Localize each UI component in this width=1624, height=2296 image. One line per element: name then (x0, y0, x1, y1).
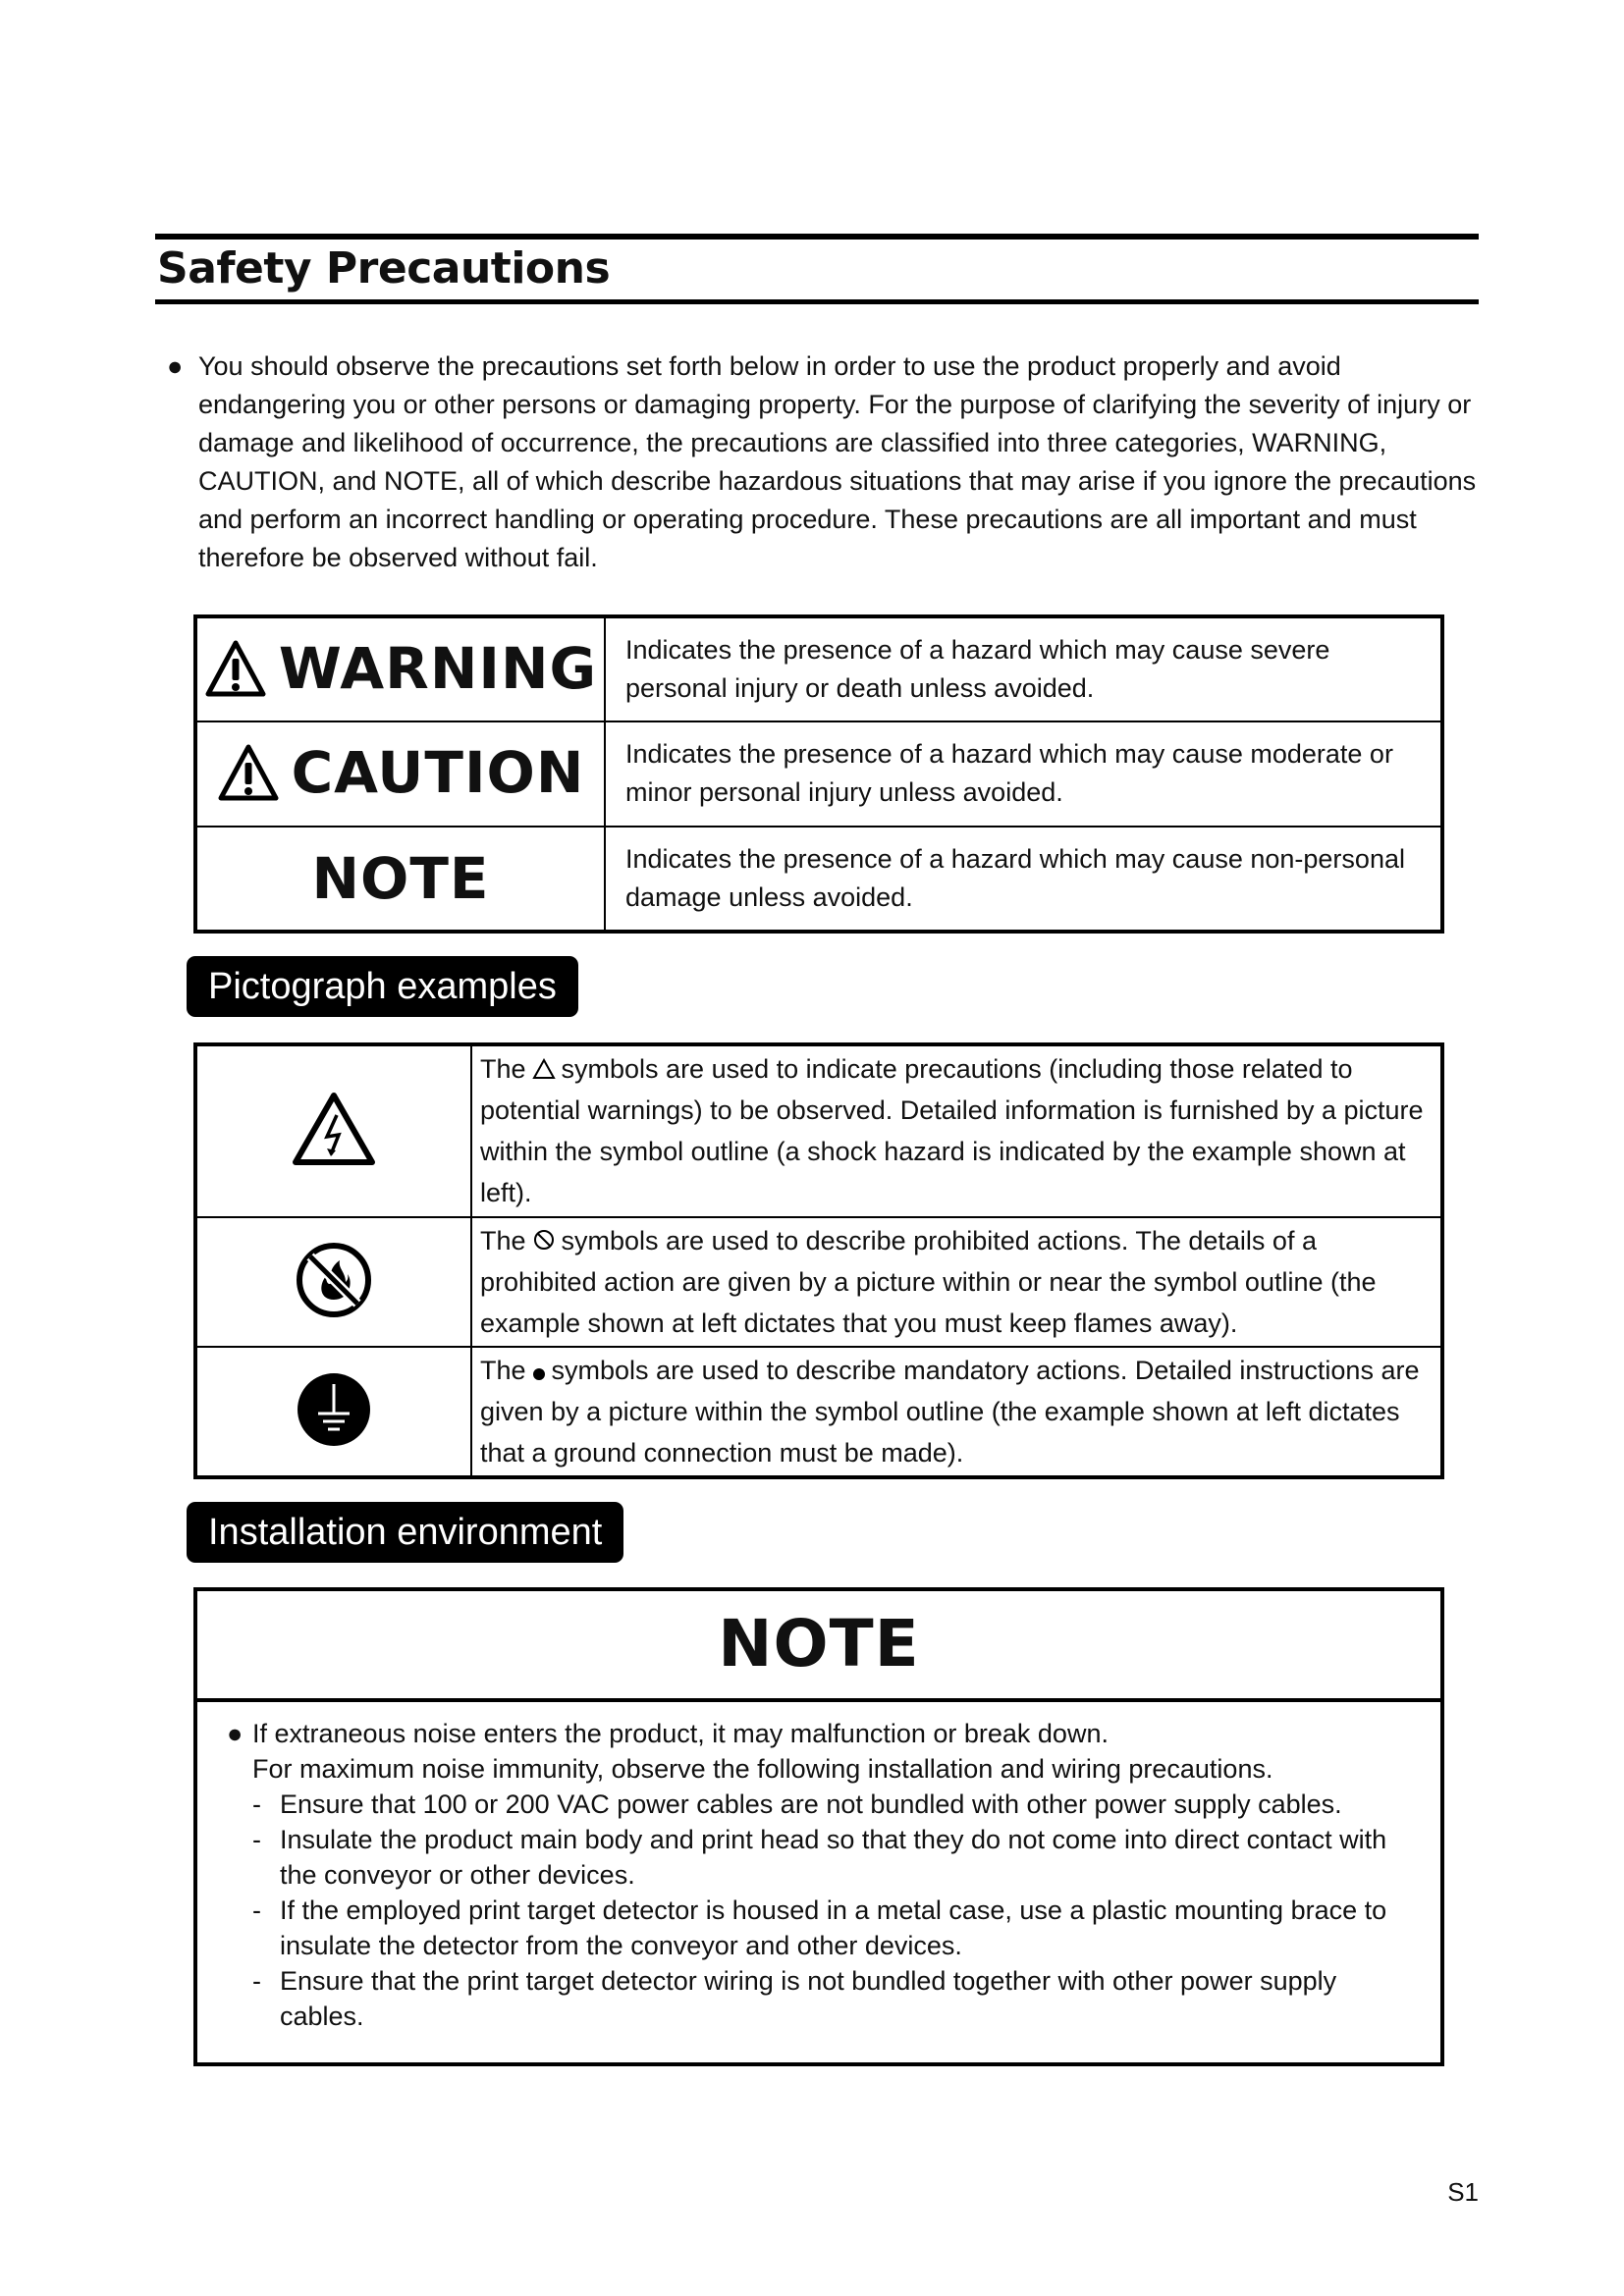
list-item (252, 1963, 1421, 2034)
warning-label: WARNING (278, 634, 598, 702)
dash: - (252, 1896, 261, 1925)
dash: - (252, 1825, 261, 1854)
table-row (195, 827, 1442, 932)
pictograph-description: symbols are used to indicate precautions (including those related to potential warnings) to be observed. Detailed information is furnished by a picture within the symbol outline (a shock hazard is indicated by the example shown at left). (480, 1054, 1424, 1207)
bullet: ● (227, 1719, 244, 1748)
installation-note-box (193, 1587, 1444, 2066)
list-item (227, 1716, 1421, 2034)
pictograph-text (471, 1217, 1442, 1348)
dash: - (252, 1789, 261, 1819)
note-label: NOTE (311, 844, 490, 912)
filled-dot-icon (532, 1367, 546, 1381)
note-line: For maximum noise immunity, observe the following installation and wiring precautions. (252, 1754, 1273, 1784)
list-item (252, 1822, 1421, 1893)
caution-label: CAUTION (291, 738, 585, 806)
pictograph-table (193, 1042, 1444, 1479)
intro-paragraph (167, 347, 1483, 577)
shock-hazard-icon (292, 1092, 376, 1166)
no-flames-icon (295, 1241, 373, 1319)
signal-word-table (193, 614, 1444, 934)
intro-text: You should observe the precautions set forth below in order to use the product properly and avoid endangering you or other persons or damaging property. For the purpose of clarifying the severity of injury or damage and likelihood of occurrence, the precautions are classified into three categories, WARNING, CAUTION, and NOTE, all of which describe hazardous situations that may arise if you ignore the precautions and perform an incorrect handling or operating procedure. These precautions are all important and must therefore be observed without fail. (198, 351, 1477, 572)
triangle-outline-icon (532, 1058, 556, 1080)
table-row (195, 721, 1442, 826)
warning-triangle-icon (204, 637, 267, 700)
caution-description: Indicates the presence of a hazard which may cause moderate or minor personal injury unless avoided. (605, 721, 1442, 826)
bullet: ● (167, 351, 184, 381)
pictograph-icon-cell (195, 1217, 471, 1348)
note-label-cell (195, 827, 605, 932)
sub-item-text: Ensure that 100 or 200 VAC power cables are not bundled with other power supply cables. (280, 1789, 1342, 1819)
pictograph-prefix: The (480, 1356, 526, 1386)
caution-triangle-icon (217, 741, 280, 804)
pictograph-examples-heading: Pictograph examples (187, 956, 578, 1017)
pictograph-prefix: The (480, 1054, 526, 1084)
table-row (195, 1347, 1442, 1477)
pictograph-text (471, 1044, 1442, 1217)
pictograph-icon-cell (195, 1044, 471, 1217)
pictograph-description: symbols are used to describe mandatory actions. Detailed instructions are given by a picture within the symbol outline (the example shown at left dictates that a ground connection must be made). (480, 1356, 1420, 1468)
pictograph-prefix: The (480, 1225, 526, 1255)
dash: - (252, 1966, 261, 1996)
installation-environment-heading: Installation environment (187, 1502, 623, 1563)
list-item (252, 1893, 1421, 1963)
pictograph-text (471, 1347, 1442, 1477)
table-row (195, 1217, 1442, 1348)
sub-item-text: Insulate the product main body and print head so that they do not come into direct contact with the conveyor or other devices. (280, 1825, 1387, 1890)
note-body (197, 1702, 1440, 2034)
table-row (195, 616, 1442, 721)
list-item (252, 1787, 1421, 1822)
page-title: Safety Precautions (155, 234, 1479, 304)
sub-item-text: Ensure that the print target detector wiring is not bundled together with other power supply cables. (280, 1966, 1337, 2031)
note-description: Indicates the presence of a hazard which may cause non-personal damage unless avoided. (605, 827, 1442, 932)
pictograph-icon-cell (195, 1347, 471, 1477)
prohibited-circle-icon (532, 1228, 556, 1252)
caution-label-cell (195, 721, 605, 826)
note-line: If extraneous noise enters the product, it may malfunction or break down. (252, 1719, 1109, 1748)
note-heading: NOTE (197, 1591, 1440, 1702)
pictograph-description: symbols are used to describe prohibited actions. The details of a prohibited action are given by a picture within or near the symbol outline (the example shown at left dictates that you must keep flames away). (480, 1225, 1377, 1338)
warning-description: Indicates the presence of a hazard which may cause severe personal injury or death unless avoided. (605, 616, 1442, 721)
warning-label-cell (195, 616, 605, 721)
page-number: S1 (1447, 2177, 1479, 2207)
sub-item-text: If the employed print target detector is housed in a metal case, use a plastic mounting brace to insulate the detector from the conveyor and other devices. (280, 1896, 1387, 1960)
ground-connection-icon (295, 1370, 373, 1449)
table-row (195, 1044, 1442, 1217)
